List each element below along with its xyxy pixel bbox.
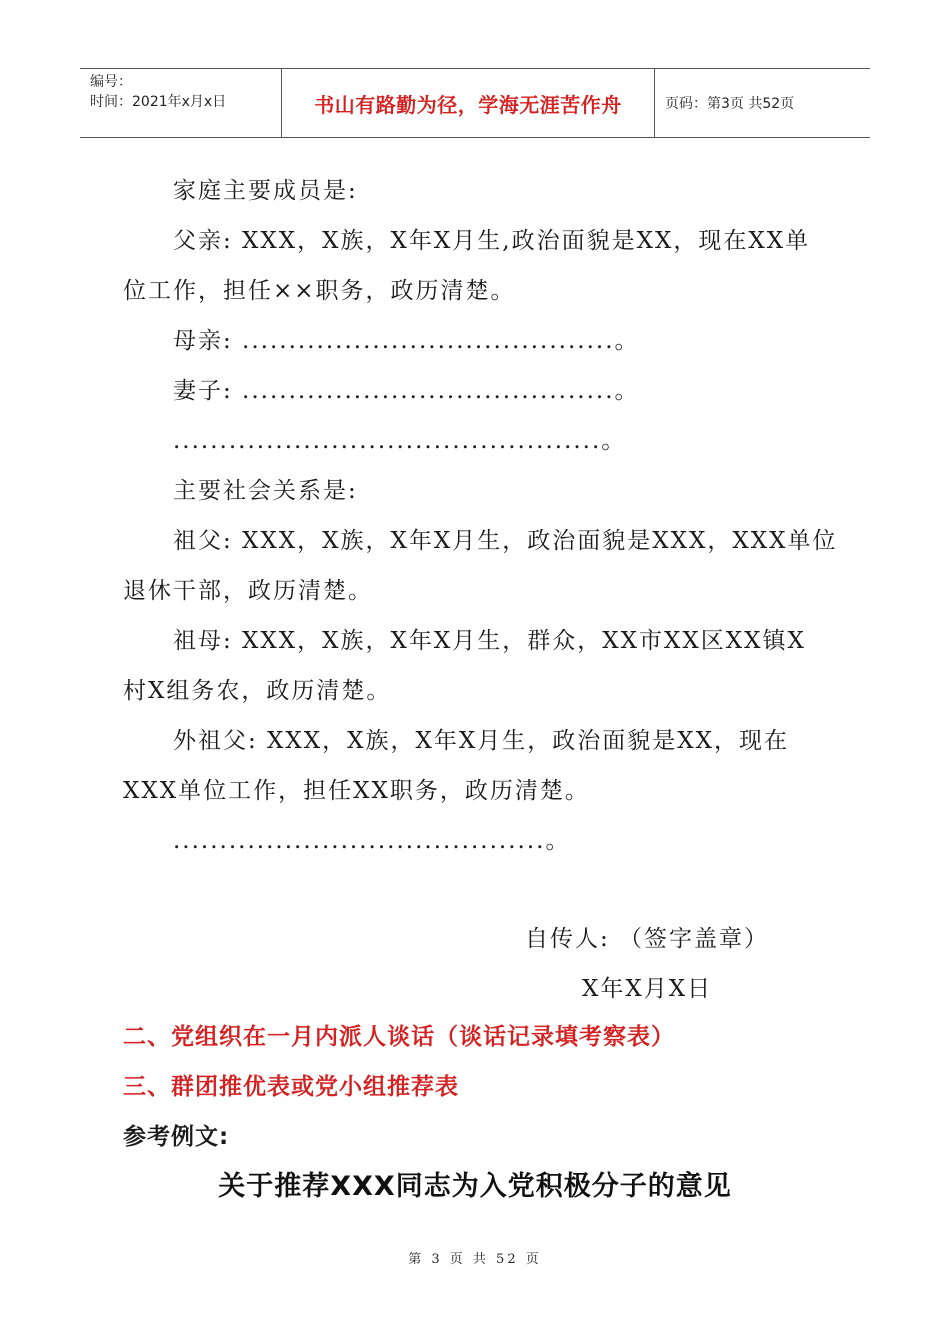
ellipsis-line-1: ..............................................。 <box>173 428 627 454</box>
mother-line: 母亲: ........................................。 <box>173 328 640 354</box>
section-2-heading: 二、党组织在一月内派人谈话（谈话记录填考察表） <box>123 1024 675 1050</box>
father-line-2: 位工作，担任××职务，政历清楚。 <box>123 278 516 304</box>
header-meta <box>80 69 282 137</box>
social-heading: 主要社会关系是: <box>173 478 358 504</box>
family-heading: 家庭主要成员是: <box>173 178 358 204</box>
header-page-number: 页码：第3页 共52页 <box>665 96 795 112</box>
grandfather-line-1: 祖父: XXX，X族，X年X月生，政治面貌是XXX，XXX单位 <box>173 528 838 554</box>
document-number-label: 编号： <box>90 74 132 90</box>
reference-label: 参考例文: <box>123 1124 230 1150</box>
date-line: X年X月X日 <box>582 976 713 1002</box>
header-page-cell <box>655 69 870 137</box>
header-motto-cell <box>282 69 655 137</box>
father-line-1: 父亲: XXX，X族，X年X月生,政治面貌是XX，现在XX单 <box>173 228 811 254</box>
signature-line: 自传人: （签字盖章） <box>525 926 770 952</box>
wife-line: 妻子: ........................................。 <box>173 378 640 404</box>
document-time-label: 时间：2021年x月x日 <box>90 94 227 110</box>
ellipsis-line-2: ........................................。 <box>173 828 571 854</box>
grandmother-line-1: 祖母: XXX，X族，X年X月生，群众，XX市XX区XX镇X <box>173 628 806 654</box>
header-motto: 书山有路勤为径，学海无涯苦作舟 <box>314 92 622 117</box>
grandmother-line-2: 村X组务农，政历清楚。 <box>123 678 392 704</box>
maternal-grandfather-line-2: XXX单位工作，担任XX职务，政历清楚。 <box>123 778 590 804</box>
document-title: 关于推荐XXX同志为入党积极分子的意见 <box>218 1171 732 1202</box>
section-3-heading: 三、群团推优表或党小组推荐表 <box>123 1074 459 1100</box>
grandfather-line-2: 退休干部，政历清楚。 <box>123 578 373 604</box>
page-footer: 第 3 页 共 52 页 <box>408 1252 542 1267</box>
page-header <box>80 68 870 138</box>
maternal-grandfather-line-1: 外祖父: XXX，X族，X年X月生，政治面貌是XX，现在 <box>173 728 790 754</box>
